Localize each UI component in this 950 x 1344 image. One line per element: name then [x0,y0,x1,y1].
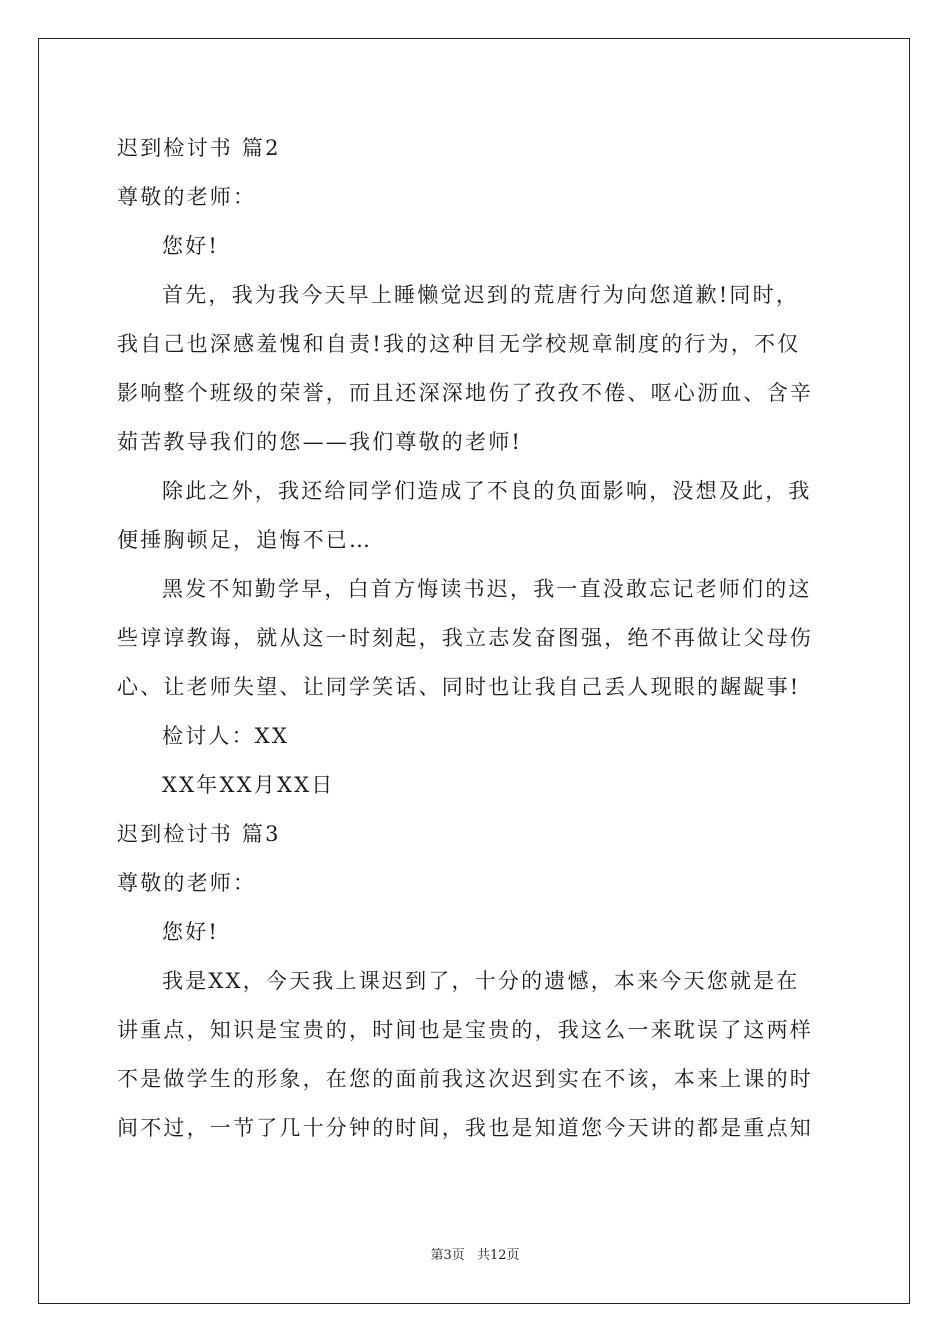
document-body [117,128,837,1157]
text-line: 您好! [162,920,220,944]
text-line: 尊敬的老师： [117,871,257,895]
text-line: 便捶胸顿足，追悔不已… [117,528,373,552]
text-line: 您好! [162,234,220,258]
text-line: 些谆谆教诲，就从这一时刻起，我立志发奋图强，绝不再做让父母伤 [117,626,813,650]
text-line: 迟到检讨书 篇2 [117,136,281,160]
text-line: 茹苦教导我们的您——我们尊敬的老师! [117,430,523,454]
text-line: 不是做学生的形象，在您的面前我这次迟到实在不该，本来上课的时 [117,1067,813,1091]
text-line: 讲重点，知识是宝贵的，时间也是宝贵的，我这么一来耽误了这两样 [117,1018,813,1042]
text-line: 首先，我为我今天早上睡懒觉迟到的荒唐行为向您道歉!同时， [162,283,800,307]
text-line: 检讨人：XX [162,724,290,748]
text-line: 我是XX，今天我上课迟到了，十分的遗憾，本来今天您就是在 [162,969,800,993]
page-footer [0,1244,950,1263]
page-total: 共12页 [476,1248,520,1263]
text-line: 影响整个班级的荣誉，而且还深深地伤了孜孜不倦、呕心沥血、含辛 [117,381,813,405]
text-line: 我自己也深感羞愧和自责!我的这种目无学校规章制度的行为，不仅 [117,332,801,356]
page-number: 第3页 [430,1248,465,1263]
text-line: 黑发不知勤学早，白首方悔读书迟，我一直没敢忘记老师们的这 [162,577,812,601]
text-line: XX年XX月XX日 [162,773,335,797]
text-line: 迟到检讨书 篇3 [117,822,281,846]
text-line: 间不过，一节了几十分钟的时间，我也是知道您今天讲的都是重点知 [117,1116,813,1140]
text-line: 除此之外，我还给同学们造成了不良的负面影响，没想及此，我 [162,479,812,503]
text-line: 尊敬的老师： [117,185,257,209]
text-line: 心、让老师失望、让同学笑话、同时也让我自己丢人现眼的龌龊事! [117,675,801,699]
